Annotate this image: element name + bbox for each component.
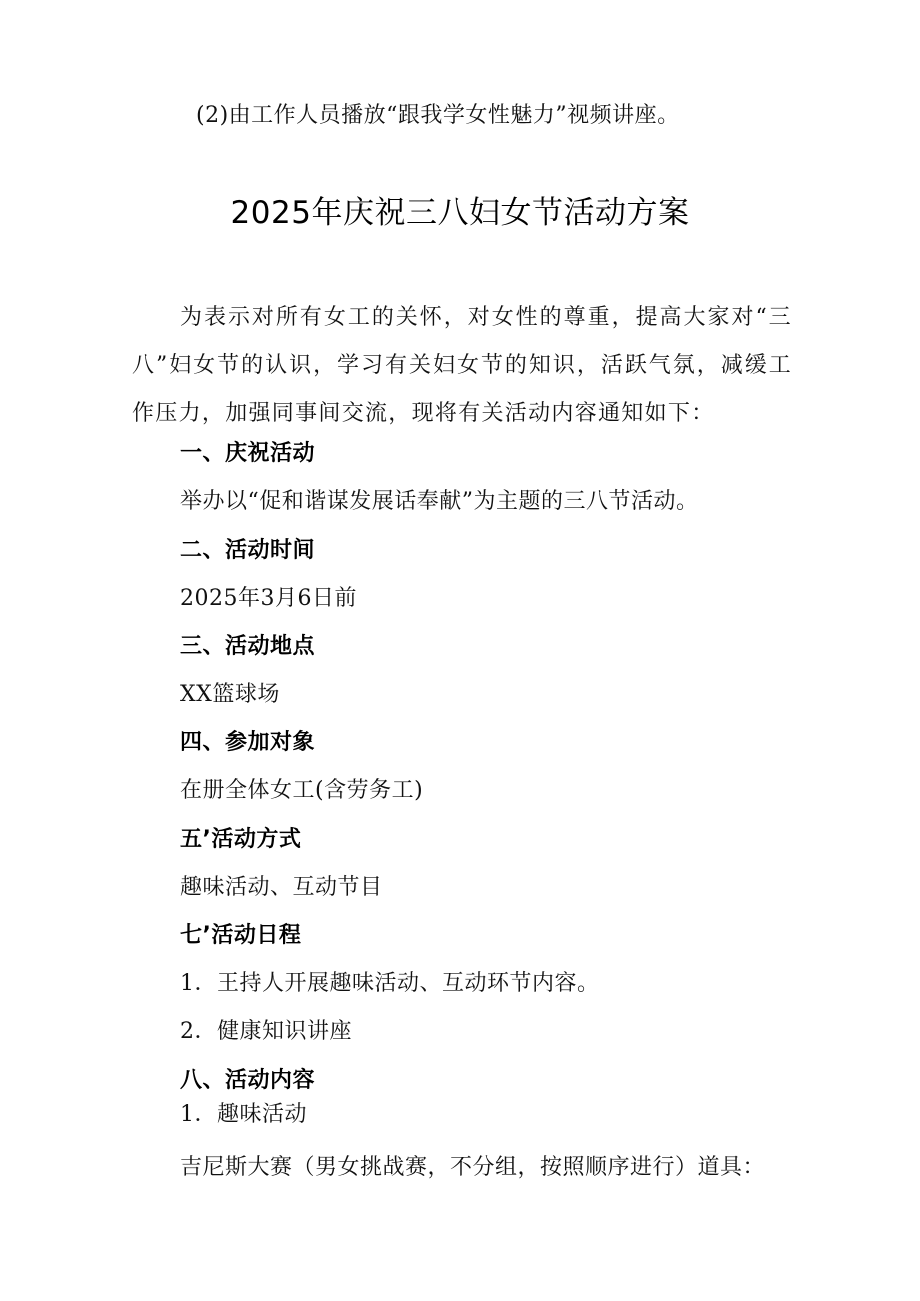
section-heading-time: 二、活动时间 <box>180 538 316 563</box>
document-title: 2025年庆祝三八妇女节活动方案 <box>230 195 690 231</box>
section-body-participants: 在册全体女工(含劳务工) <box>180 778 424 803</box>
intro-paragraph: 为表示对所有女工的关怀，对女性的尊重，提高大家对“三八”妇女节的认识，学习有关妇女节的知识，活跃气氛，减缓工作压力，加强同事间交流，现将有关活动内容通知如下： <box>132 305 792 426</box>
section-body-format: 趣味活动、互动节目 <box>180 875 383 900</box>
section-heading-schedule: 七’活动日程 <box>180 923 302 948</box>
section-heading-location: 三、活动地点 <box>180 634 316 659</box>
section-heading-participants: 四、参加对象 <box>180 730 316 755</box>
section-heading-content: 八、活动内容 <box>180 1068 316 1093</box>
schedule-item: 2．健康知识讲座 <box>180 1019 352 1044</box>
section-heading-format: 五’活动方式 <box>180 827 302 852</box>
section-body-location: XX篮球场 <box>180 682 280 707</box>
content-item: 1．趣味活动 <box>180 1102 307 1127</box>
schedule-item: 1．王持人开展趣味活动、互动环节内容。 <box>180 971 600 996</box>
section-body-celebration: 举办以“促和谐谋发展话奉献”为主题的三八节活动。 <box>180 489 699 514</box>
top-text-line: (2)由工作人员播放“跟我学女性魅力”视频讲座。 <box>196 103 680 128</box>
content-item: 吉尼斯大赛（男女挑战赛，不分组，按照顺序进行）道具： <box>180 1155 766 1180</box>
section-body-time: 2025年3月6日前 <box>180 586 357 611</box>
section-heading-celebration: 一、庆祝活动 <box>180 441 316 466</box>
